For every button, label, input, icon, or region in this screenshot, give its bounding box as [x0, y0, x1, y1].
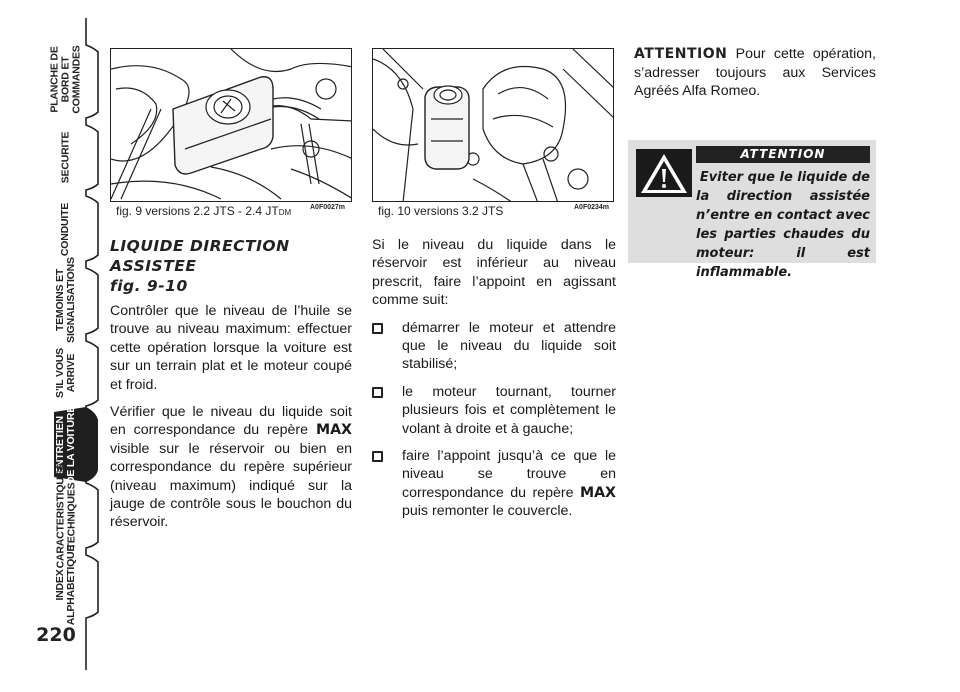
chapter-tabs	[0, 0, 100, 692]
procedure-list	[372, 319, 616, 521]
warning-text: Eviter que le liquide de la direction assistée n’entre en contact avec les parties chaudes du moteur: il est inflammable.	[696, 170, 870, 280]
page-number: 220	[36, 624, 76, 646]
checkbox-bullet-icon	[372, 323, 383, 334]
engine-bay-drawing-fig9	[111, 49, 352, 202]
engine-bay-drawing-fig10	[373, 49, 614, 202]
paragraph-intro: Si le niveau du liquide dans le réservoir est inférieur au niveau prescrit, faire l’appoint en agissant comme suit:	[372, 237, 616, 309]
tab-securite[interactable]: SECURITE	[59, 131, 72, 183]
section-heading: LIQUIDE DIRECTION ASSISTEE fig. 9-10	[110, 237, 290, 295]
tab-entretien-de-la-voiture[interactable]: ENTRETIEN DE LA VOITURE	[54, 405, 78, 485]
warning-box	[628, 140, 876, 280]
paragraph-check-oil: Contrôler que le niveau de l’huile se trouve au niveau maximum: effectuer cette opération lorsque la voiture est sur un terrain plat et le moteur coupé et froid.	[110, 303, 352, 393]
column-2	[372, 236, 616, 530]
checkbox-bullet-icon	[372, 451, 383, 462]
list-item: démarrer le moteur et attendre que le niveau du liquide soit stabilisé;	[372, 319, 616, 374]
tab-caracteristiques-techniques[interactable]: CARACTERISTIQUES TECHNIQUES	[54, 463, 78, 569]
warning-triangle-icon	[636, 149, 692, 197]
figure-10-code: A0F0234m	[574, 204, 610, 211]
tab-conduite[interactable]: CONDUITE	[59, 202, 72, 256]
tab-temoins-signalisations[interactable]: TEMOINS ET SIGNALISATIONS	[54, 257, 77, 343]
attention-note: ATTENTION Pour cette opération, s’adresser toujours aux Services Agréés Alfa Romeo.	[634, 46, 876, 100]
column-3	[634, 44, 876, 110]
paragraph-max-mark: Vérifier que le niveau du liquide soit en correspondance du repère MAX visible sur le réservoir ou bien en correspondance du repère supérieur (niveau maximum) indiqué sur la jauge de contrôle sous le bouchon du réservoir.	[110, 404, 352, 531]
tab-index-alphabetique[interactable]: INDEX ALPHABETIQUE	[54, 544, 77, 626]
figure-10-illustration	[372, 48, 614, 202]
list-item: faire l’appoint jusqu’à ce que le niveau se trouve en correspondance du repère MAX puis remonter le couvercle.	[372, 447, 616, 521]
figure-9-illustration	[110, 48, 352, 202]
column-1	[110, 236, 352, 541]
figure-9-caption: fig. 9 versions 2.2 JTS - 2.4 JTDM	[116, 204, 292, 218]
figure-9-code: A0F0027m	[310, 204, 346, 211]
figure-10-caption: fig. 10 versions 3.2 JTS	[378, 204, 504, 218]
list-item: le moteur tournant, tourner plusieurs fois et complètement le volant à droite et à gauche;	[372, 383, 616, 438]
warning-title: ATTENTION	[696, 146, 870, 163]
checkbox-bullet-icon	[372, 387, 383, 398]
tab-sil-vous-arrive[interactable]: S’IL VOUS ARRIVE	[54, 348, 77, 398]
tab-planche-de-bord[interactable]: PLANCHE DE BORD ET COMMANDES	[48, 44, 83, 114]
